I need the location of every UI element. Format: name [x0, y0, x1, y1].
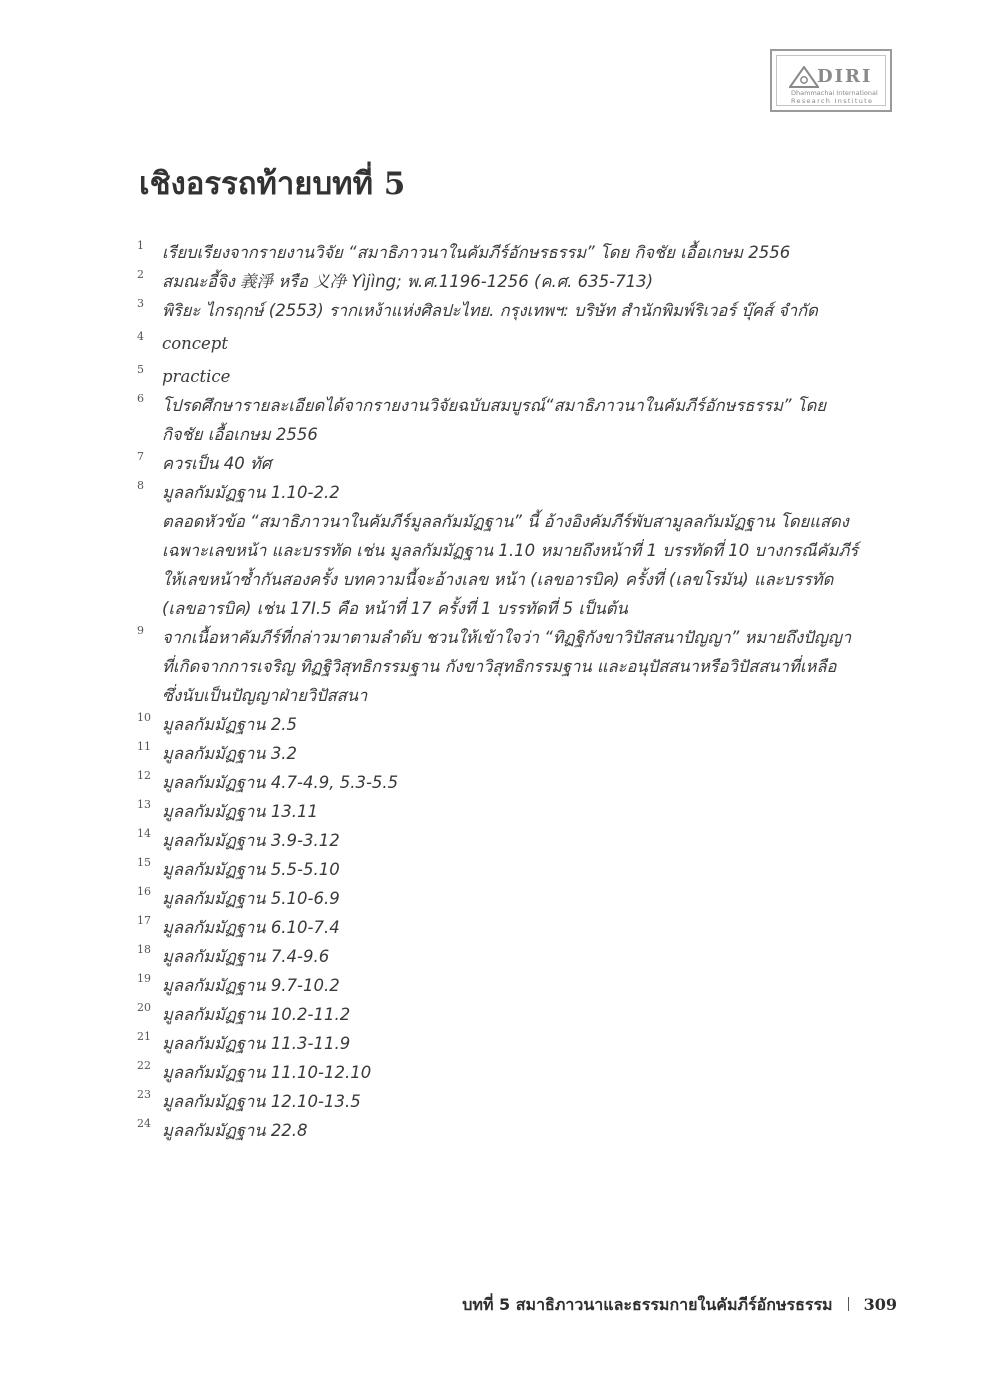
footnote-item: [137, 768, 897, 797]
footnote-text: ที่เกิดจากการเจริญ ทิฏฐิวิสุทธิกรรมฐาน กังขาวิสุทธิกรรมฐาน และอนุปัสสนาหรือวิปัสสนาที่เหลือ: [162, 657, 837, 676]
footnote-item: [137, 884, 897, 913]
logo-name: DIRI: [817, 66, 873, 87]
footnote-number: 12: [137, 769, 151, 782]
footnote-item: [137, 942, 897, 971]
footnote-text: มูลลกัมมัฏฐาน 10.2-11.2: [162, 1005, 351, 1024]
footnote-text: (เลขอารบิค) เช่น 17I.5 คือ หน้าที่ 17 ครั้งที่ 1 บรรทัดที่ 5 เป็นต้น: [162, 599, 628, 618]
footnote-text: มูลลกัมมัฏฐาน 9.7-10.2: [162, 976, 340, 995]
footnote-number: 21: [137, 1030, 151, 1043]
footnote-text: มูลลกัมมัฏฐาน 5.10-6.9: [162, 889, 340, 908]
logo-subtitle-2: Research Institute: [791, 97, 874, 105]
footnote-item: [137, 1029, 897, 1058]
footnote-number: 22: [137, 1059, 151, 1072]
footnote-item: [137, 797, 897, 826]
logo-subtitle-1: Dhammachai International: [791, 89, 878, 97]
footnote-text: มูลลกัมมัฏฐาน 5.5-5.10: [162, 860, 340, 879]
footnote-item: [137, 1087, 897, 1116]
footnote-text: ให้เลขหน้าซ้ำกันสองครั้ง บทความนี้จะอ้างเลข หน้า (เลขอารบิค) ครั้งที่ (เลขโรมัน) และบรรทัด: [162, 570, 834, 589]
footnote-item: [137, 971, 897, 1000]
footnote-item: [137, 362, 897, 391]
footnote-text: มูลลกัมมัฏฐาน 7.4-9.6: [162, 947, 330, 966]
footnote-item: [137, 449, 897, 478]
footnote-text: จากเนื้อหาคัมภีร์ที่กล่าวมาตามลำดับ ชวนให้เข้าใจว่า “ทิฏฐิกังขาวิปัสสนาปัญญา” หมายถึงปัญญา: [162, 628, 852, 647]
footnote-number: 9: [137, 624, 144, 637]
footnote-text: มูลลกัมมัฏฐาน 11.10-12.10: [162, 1063, 372, 1082]
footnote-number: 5: [137, 363, 144, 376]
footnote-text: สมณะอี้จิง 義淨 หรือ 义净 Yìjìng; พ.ศ.1196-1256 (ค.ศ. 635-713): [162, 272, 654, 291]
footnote-item: [137, 913, 897, 942]
footnote-number: 20: [137, 1001, 151, 1014]
footnote-text: โปรดศึกษารายละเอียดได้จากรายงานวิจัยฉบับสมบูรณ์“สมาธิภาวนาในคัมภีร์อักษรธรรม” โดย: [162, 396, 827, 415]
footnote-number: 11: [137, 740, 151, 753]
footnote-number: 13: [137, 798, 151, 811]
footnote-number: 4: [137, 330, 144, 343]
footnote-text: มูลลกัมมัฏฐาน 6.10-7.4: [162, 918, 340, 937]
footnote-item: [137, 739, 897, 768]
logo-frame: [776, 55, 886, 106]
footnote-text: ซึ่งนับเป็นปัญญาฝ่ายวิปัสสนา: [162, 686, 368, 705]
footnote-item: [137, 855, 897, 884]
footnote-text: มูลลกัมมัฏฐาน 1.10-2.2: [162, 483, 340, 502]
footnote-number: 8: [137, 479, 144, 492]
footnote-number: 7: [137, 450, 144, 463]
footnote-item: [137, 267, 897, 296]
footnote-text: มูลลกัมมัฏฐาน 2.5: [162, 715, 298, 734]
footnote-item: [137, 826, 897, 855]
footer-chapter-title: บทที่ 5 สมาธิภาวนาและธรรมกายในคัมภีร์อักษรธรรม: [462, 1295, 833, 1314]
footnote-text: เฉพาะเลขหน้า และบรรทัด เช่น มูลลกัมมัฏฐาน 1.10 หมายถึงหน้าที่ 1 บรรทัดที่ 10 บางกรณีคัมภีร์: [162, 541, 859, 560]
footnote-item: [137, 296, 897, 325]
footnote-text: กิจชัย เอื้อเกษม 2556: [162, 425, 318, 444]
footnote-number: 6: [137, 392, 144, 405]
footnote-text: มูลลกัมมัฏฐาน 11.3-11.9: [162, 1034, 351, 1053]
diri-logo: [770, 49, 892, 112]
footnote-text: เรียบเรียงจากรายงานวิจัย “สมาธิภาวนาในคัมภีร์อักษรธรรม” โดย กิจชัย เอื้อเกษม 2556: [162, 243, 791, 262]
footnote-item: [137, 1000, 897, 1029]
footnote-number: 23: [137, 1088, 151, 1101]
footnote-number: 1: [137, 239, 144, 252]
page-heading: เชิงอรรถท้ายบทที่ 5: [139, 166, 406, 202]
footnote-text: มูลลกัมมัฏฐาน 22.8: [162, 1121, 308, 1140]
footnote-number: 2: [137, 268, 144, 281]
footnote-number: 15: [137, 856, 151, 869]
footnote-text: มูลลกัมมัฏฐาน 12.10-13.5: [162, 1092, 361, 1111]
footnote-text: มูลลกัมมัฏฐาน 4.7-4.9, 5.3-5.5: [162, 773, 399, 792]
footnote-number: 17: [137, 914, 151, 927]
footnote-number: 10: [137, 711, 151, 724]
footnote-number: 14: [137, 827, 151, 840]
footnote-item: [137, 1116, 897, 1145]
footnote-number: 18: [137, 943, 151, 956]
footnote-number: 19: [137, 972, 151, 985]
footnote-text: practice: [162, 367, 231, 386]
footnote-item: [137, 238, 897, 267]
footnote-list: [137, 238, 897, 1145]
footnote-item: [137, 391, 897, 449]
page-footer: [462, 1293, 897, 1318]
footer-divider: [848, 1297, 849, 1311]
page-number: 309: [863, 1295, 897, 1314]
footnote-number: 24: [137, 1117, 151, 1130]
footnote-item: [137, 1058, 897, 1087]
footnote-text: มูลลกัมมัฏฐาน 3.2: [162, 744, 298, 763]
footnote-item: [137, 329, 897, 358]
footnote-item: [137, 710, 897, 739]
footnote-number: 3: [137, 297, 144, 310]
footnote-text: มูลลกัมมัฏฐาน 13.11: [162, 802, 319, 821]
footnote-number: 16: [137, 885, 151, 898]
footnote-item: [137, 623, 897, 710]
triangle-logo-icon: [789, 66, 819, 88]
footnote-item: [137, 478, 897, 623]
footnote-text: concept: [162, 334, 228, 353]
footnote-text: ตลอดหัวข้อ “สมาธิภาวนาในคัมภีร์มูลลกัมมัฏฐาน” นี้ อ้างอิงคัมภีร์พับสามูลลกัมมัฏฐาน โดยแสดง: [162, 512, 849, 531]
footnote-text: พิริยะ ไกรฤกษ์ (2553) รากเหง้าแห่งศิลปะไทย. กรุงเทพฯ: บริษัท สำนักพิมพ์ริเวอร์ บุ๊คส์ จำกัด: [162, 301, 818, 320]
footnote-text: มูลลกัมมัฏฐาน 3.9-3.12: [162, 831, 340, 850]
footnote-text: ควรเป็น 40 ทัศ: [162, 454, 272, 473]
